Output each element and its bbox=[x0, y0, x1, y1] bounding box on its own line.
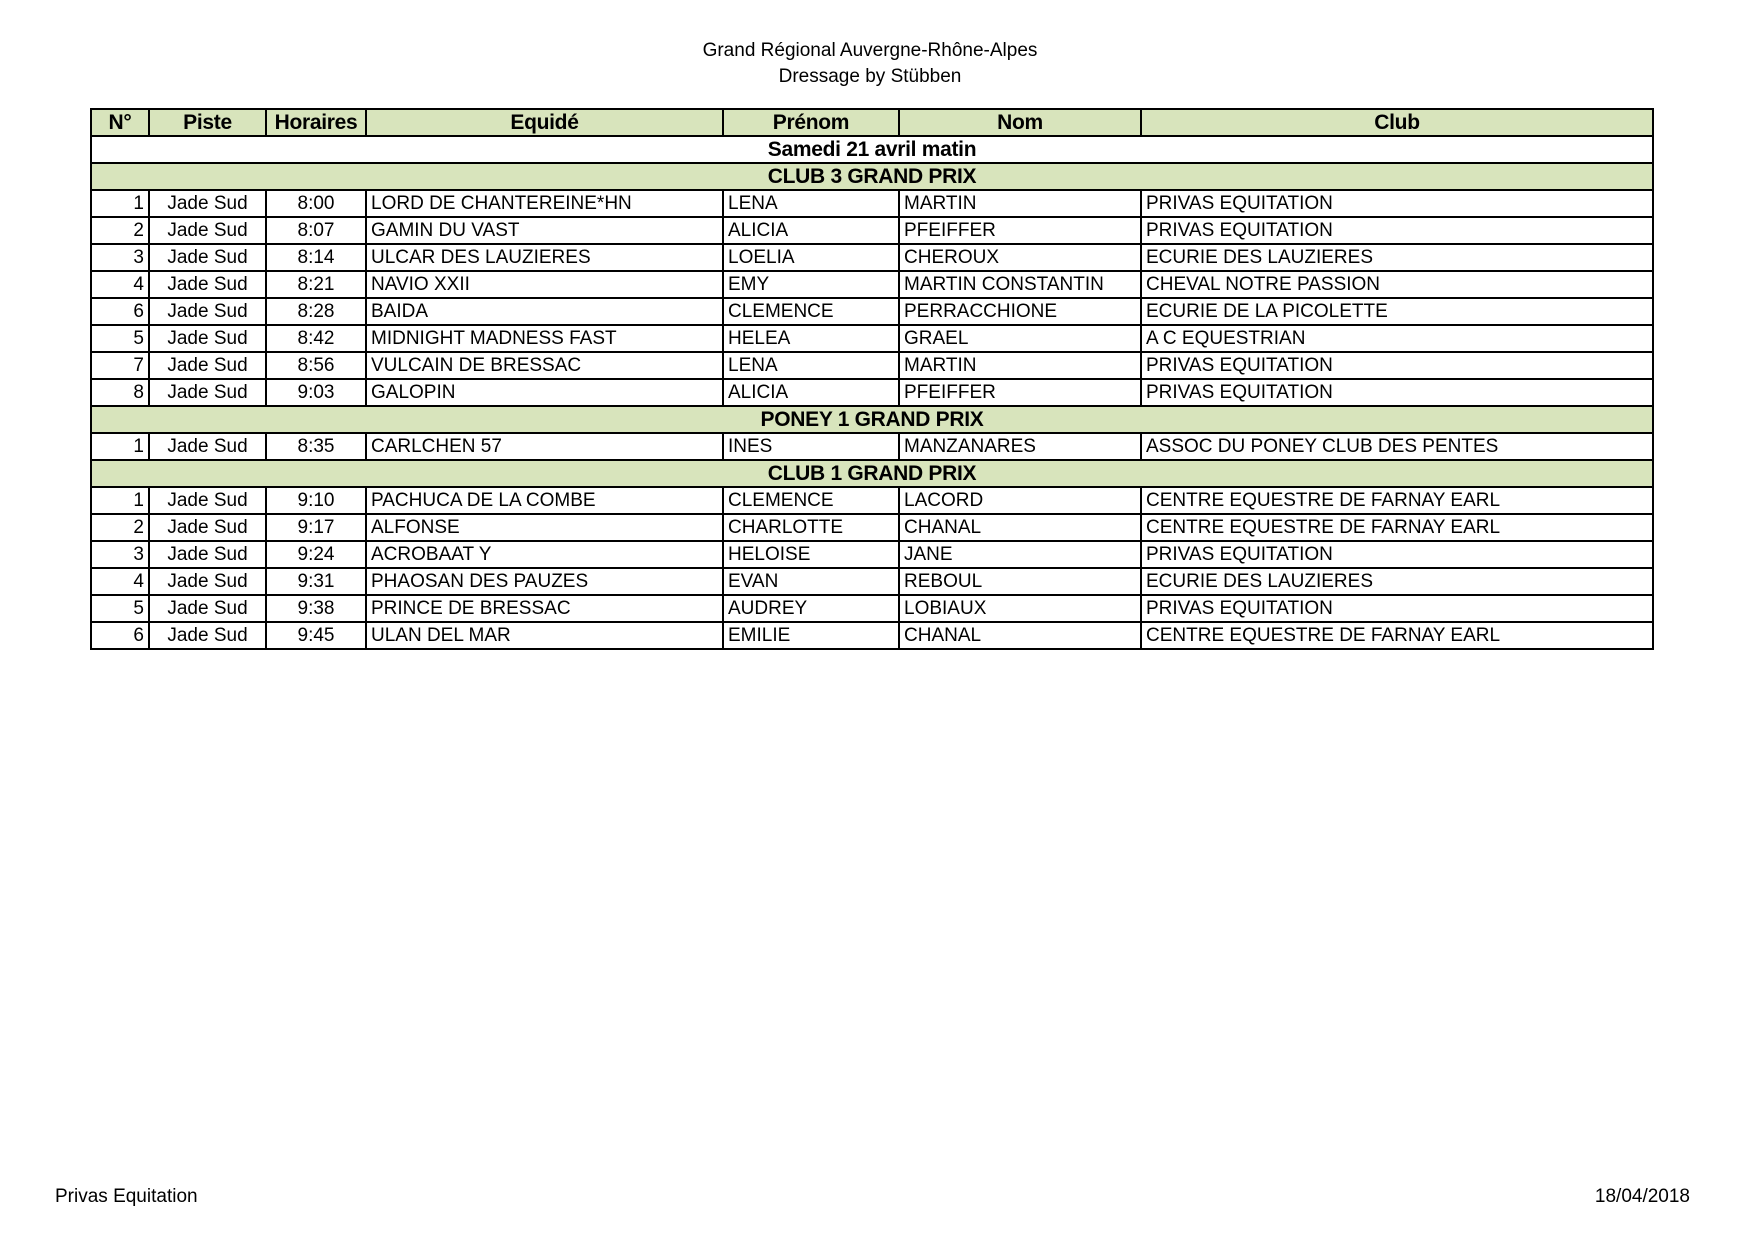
cell-number: 3 bbox=[91, 244, 149, 271]
cell-piste: Jade Sud bbox=[149, 190, 266, 217]
cell-firstname: CLEMENCE bbox=[723, 298, 899, 325]
column-header-horaires: Horaires bbox=[266, 109, 366, 136]
cell-horse: BAIDA bbox=[366, 298, 723, 325]
cell-time: 8:00 bbox=[266, 190, 366, 217]
cell-club: ECURIE DES LAUZIERES bbox=[1141, 568, 1653, 595]
cell-time: 8:21 bbox=[266, 271, 366, 298]
column-header-number: N° bbox=[91, 109, 149, 136]
cell-firstname: ALICIA bbox=[723, 217, 899, 244]
cell-horse: ULCAR DES LAUZIERES bbox=[366, 244, 723, 271]
table-row bbox=[91, 622, 1653, 649]
cell-time: 9:17 bbox=[266, 514, 366, 541]
cell-piste: Jade Sud bbox=[149, 433, 266, 460]
cell-number: 1 bbox=[91, 190, 149, 217]
cell-number: 8 bbox=[91, 379, 149, 406]
cell-lastname: GRAEL bbox=[899, 325, 1141, 352]
table-row bbox=[91, 487, 1653, 514]
footer-organizer: Privas Equitation bbox=[55, 1186, 198, 1207]
table-row bbox=[91, 190, 1653, 217]
table-row bbox=[91, 244, 1653, 271]
section-title: CLUB 3 GRAND PRIX bbox=[91, 163, 1653, 190]
cell-club: ASSOC DU PONEY CLUB DES PENTES bbox=[1141, 433, 1653, 460]
cell-number: 4 bbox=[91, 568, 149, 595]
cell-horse: PHAOSAN DES PAUZES bbox=[366, 568, 723, 595]
cell-horse: VULCAIN DE BRESSAC bbox=[366, 352, 723, 379]
cell-time: 8:56 bbox=[266, 352, 366, 379]
section-header-row bbox=[91, 163, 1653, 190]
cell-piste: Jade Sud bbox=[149, 217, 266, 244]
session-row bbox=[91, 136, 1653, 163]
cell-lastname: PFEIFFER bbox=[899, 217, 1141, 244]
section-header-row bbox=[91, 460, 1653, 487]
table-row bbox=[91, 217, 1653, 244]
table-row bbox=[91, 541, 1653, 568]
cell-time: 9:24 bbox=[266, 541, 366, 568]
cell-lastname: PFEIFFER bbox=[899, 379, 1141, 406]
column-header-row bbox=[91, 109, 1653, 136]
cell-firstname: AUDREY bbox=[723, 595, 899, 622]
cell-time: 8:28 bbox=[266, 298, 366, 325]
cell-lastname: MARTIN bbox=[899, 352, 1141, 379]
cell-piste: Jade Sud bbox=[149, 244, 266, 271]
cell-firstname: LOELIA bbox=[723, 244, 899, 271]
cell-horse: GALOPIN bbox=[366, 379, 723, 406]
cell-club: CENTRE EQUESTRE DE FARNAY EARL bbox=[1141, 514, 1653, 541]
cell-club: PRIVAS EQUITATION bbox=[1141, 352, 1653, 379]
cell-horse: ULAN DEL MAR bbox=[366, 622, 723, 649]
cell-number: 1 bbox=[91, 487, 149, 514]
cell-firstname: EMILIE bbox=[723, 622, 899, 649]
cell-piste: Jade Sud bbox=[149, 568, 266, 595]
column-header-club: Club bbox=[1141, 109, 1653, 136]
cell-lastname: MANZANARES bbox=[899, 433, 1141, 460]
cell-firstname: LENA bbox=[723, 352, 899, 379]
cell-lastname: CHANAL bbox=[899, 622, 1141, 649]
cell-time: 9:45 bbox=[266, 622, 366, 649]
column-header-piste: Piste bbox=[149, 109, 266, 136]
cell-lastname: MARTIN CONSTANTIN bbox=[899, 271, 1141, 298]
cell-club: PRIVAS EQUITATION bbox=[1141, 595, 1653, 622]
table-row bbox=[91, 595, 1653, 622]
cell-lastname: MARTIN bbox=[899, 190, 1141, 217]
cell-horse: GAMIN DU VAST bbox=[366, 217, 723, 244]
cell-club: PRIVAS EQUITATION bbox=[1141, 541, 1653, 568]
cell-firstname: INES bbox=[723, 433, 899, 460]
section-header-row bbox=[91, 406, 1653, 433]
cell-firstname: CHARLOTTE bbox=[723, 514, 899, 541]
document-title: Grand Régional Auvergne-Rhône-Alpes bbox=[702, 40, 1038, 61]
cell-firstname: HELEA bbox=[723, 325, 899, 352]
table-row bbox=[91, 379, 1653, 406]
cell-time: 9:03 bbox=[266, 379, 366, 406]
cell-club: CENTRE EQUESTRE DE FARNAY EARL bbox=[1141, 622, 1653, 649]
cell-piste: Jade Sud bbox=[149, 325, 266, 352]
footer-date: 18/04/2018 bbox=[1594, 1186, 1690, 1207]
section-title: PONEY 1 GRAND PRIX bbox=[91, 406, 1653, 433]
cell-club: CENTRE EQUESTRE DE FARNAY EARL bbox=[1141, 487, 1653, 514]
section-title: CLUB 1 GRAND PRIX bbox=[91, 460, 1653, 487]
document-subtitle: Dressage by Stübben bbox=[778, 66, 962, 87]
cell-firstname: LENA bbox=[723, 190, 899, 217]
cell-horse: NAVIO XXII bbox=[366, 271, 723, 298]
document-header bbox=[0, 38, 1740, 90]
cell-club: CHEVAL NOTRE PASSION bbox=[1141, 271, 1653, 298]
cell-firstname: CLEMENCE bbox=[723, 487, 899, 514]
cell-piste: Jade Sud bbox=[149, 487, 266, 514]
cell-time: 9:38 bbox=[266, 595, 366, 622]
cell-horse: PRINCE DE BRESSAC bbox=[366, 595, 723, 622]
cell-firstname: HELOISE bbox=[723, 541, 899, 568]
cell-lastname: LACORD bbox=[899, 487, 1141, 514]
cell-number: 6 bbox=[91, 298, 149, 325]
cell-time: 8:35 bbox=[266, 433, 366, 460]
column-header-equide: Equidé bbox=[366, 109, 723, 136]
cell-number: 6 bbox=[91, 622, 149, 649]
cell-firstname: EVAN bbox=[723, 568, 899, 595]
cell-piste: Jade Sud bbox=[149, 298, 266, 325]
table-row bbox=[91, 568, 1653, 595]
cell-time: 9:31 bbox=[266, 568, 366, 595]
cell-lastname: REBOUL bbox=[899, 568, 1141, 595]
table-row bbox=[91, 298, 1653, 325]
cell-horse: MIDNIGHT MADNESS FAST bbox=[366, 325, 723, 352]
cell-piste: Jade Sud bbox=[149, 379, 266, 406]
cell-number: 4 bbox=[91, 271, 149, 298]
cell-time: 8:14 bbox=[266, 244, 366, 271]
cell-number: 5 bbox=[91, 325, 149, 352]
cell-club: ECURIE DE LA PICOLETTE bbox=[1141, 298, 1653, 325]
cell-piste: Jade Sud bbox=[149, 595, 266, 622]
cell-lastname: PERRACCHIONE bbox=[899, 298, 1141, 325]
cell-piste: Jade Sud bbox=[149, 514, 266, 541]
cell-number: 2 bbox=[91, 217, 149, 244]
cell-time: 8:42 bbox=[266, 325, 366, 352]
table-row bbox=[91, 514, 1653, 541]
cell-number: 5 bbox=[91, 595, 149, 622]
cell-horse: CARLCHEN 57 bbox=[366, 433, 723, 460]
cell-number: 3 bbox=[91, 541, 149, 568]
cell-piste: Jade Sud bbox=[149, 622, 266, 649]
cell-piste: Jade Sud bbox=[149, 271, 266, 298]
session-title: Samedi 21 avril matin bbox=[91, 136, 1653, 163]
table-row bbox=[91, 325, 1653, 352]
cell-lastname: LOBIAUX bbox=[899, 595, 1141, 622]
cell-club: PRIVAS EQUITATION bbox=[1141, 217, 1653, 244]
table-row bbox=[91, 271, 1653, 298]
cell-piste: Jade Sud bbox=[149, 541, 266, 568]
cell-lastname: CHANAL bbox=[899, 514, 1141, 541]
cell-number: 1 bbox=[91, 433, 149, 460]
cell-horse: LORD DE CHANTEREINE*HN bbox=[366, 190, 723, 217]
cell-horse: PACHUCA DE LA COMBE bbox=[366, 487, 723, 514]
cell-number: 7 bbox=[91, 352, 149, 379]
schedule-table bbox=[90, 108, 1654, 650]
cell-lastname: JANE bbox=[899, 541, 1141, 568]
cell-club: ECURIE DES LAUZIERES bbox=[1141, 244, 1653, 271]
cell-piste: Jade Sud bbox=[149, 352, 266, 379]
cell-time: 8:07 bbox=[266, 217, 366, 244]
cell-firstname: EMY bbox=[723, 271, 899, 298]
cell-horse: ALFONSE bbox=[366, 514, 723, 541]
cell-club: PRIVAS EQUITATION bbox=[1141, 190, 1653, 217]
table-row bbox=[91, 352, 1653, 379]
cell-club: A C EQUESTRIAN bbox=[1141, 325, 1653, 352]
column-header-nom: Nom bbox=[899, 109, 1141, 136]
cell-lastname: CHEROUX bbox=[899, 244, 1141, 271]
table-row bbox=[91, 433, 1653, 460]
cell-number: 2 bbox=[91, 514, 149, 541]
cell-firstname: ALICIA bbox=[723, 379, 899, 406]
cell-time: 9:10 bbox=[266, 487, 366, 514]
column-header-prenom: Prénom bbox=[723, 109, 899, 136]
cell-horse: ACROBAAT Y bbox=[366, 541, 723, 568]
cell-club: PRIVAS EQUITATION bbox=[1141, 379, 1653, 406]
